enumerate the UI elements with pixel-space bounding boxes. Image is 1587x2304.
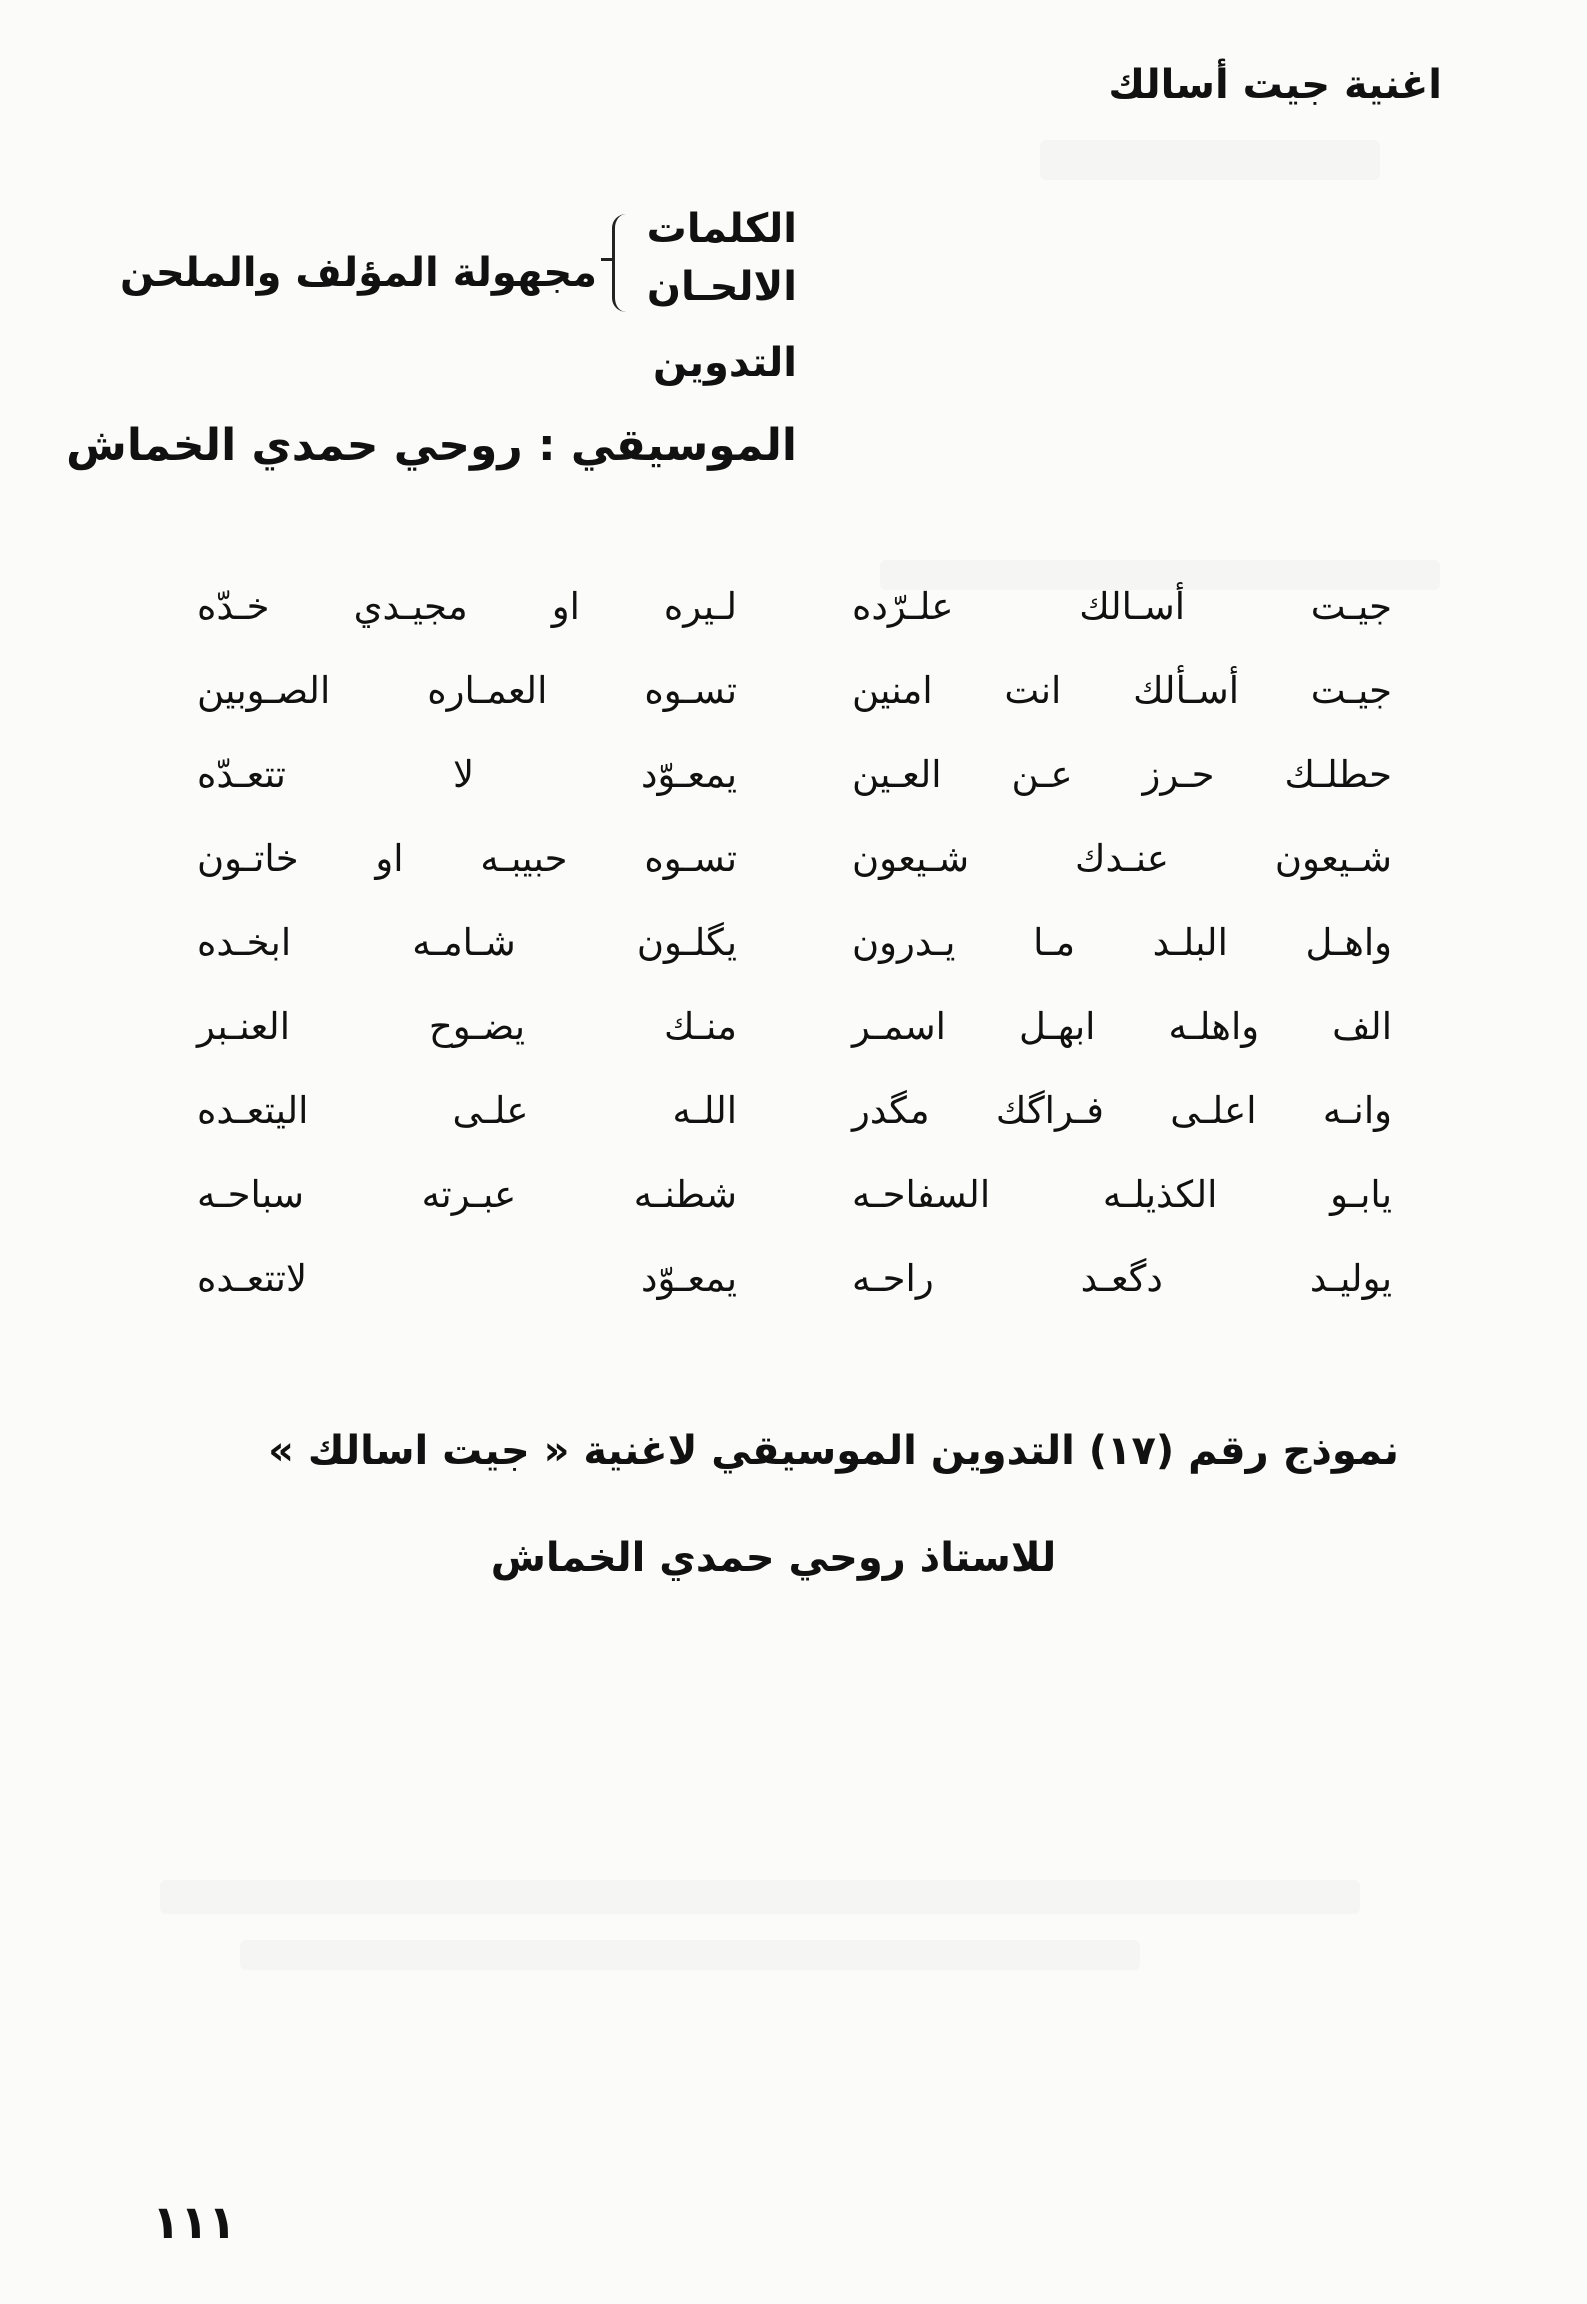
- verse-row: [192, 753, 1392, 837]
- verse-row: [192, 921, 1392, 1005]
- curly-brace: [612, 214, 629, 312]
- author-composer-value: مجهولة المؤلف والملحن: [119, 250, 597, 296]
- running-head: اغنية جيت أسالك: [1108, 62, 1442, 108]
- verse-second-half: يمعـوّد لا تتعـدّه: [197, 753, 737, 796]
- verse-first-half: حطلـك حـرز عـن العـين: [852, 753, 1392, 796]
- credits-block: [66, 200, 797, 500]
- verse-second-half: تسـوه حبيبـه او خاتـون: [197, 837, 737, 880]
- figure-caption-attribution: للاستاذ روحي حمدي الخماش: [490, 1535, 1057, 1581]
- verse-second-half: منـك يضـوح العنـبر: [197, 1005, 737, 1048]
- verse-first-half: جيـت أسـالك علـرّده: [852, 585, 1392, 628]
- credit-labels: [647, 200, 797, 316]
- verse-second-half: اللـه علـى اليتعـده: [197, 1089, 737, 1132]
- notation-label: التدوين: [652, 340, 797, 386]
- verse-first-half: وانـه اعلـى فـراگك مگدر: [852, 1089, 1392, 1132]
- verse-second-half: يمعـوّد لاتتعـده: [197, 1257, 737, 1300]
- verse-first-half: واهـل البلـد مـا يـدرون: [852, 921, 1392, 964]
- verse-second-half: لـيره او مجيـدي خـدّه: [197, 585, 737, 628]
- verse-second-half: يگلـون شـامـه ابخـده: [197, 921, 737, 964]
- lyrics-label: الكلمات: [646, 206, 797, 252]
- figure-caption: نموذج رقم (١٧) التدوين الموسيقي لاغنية « جيت اسالك »: [268, 1428, 1399, 1474]
- verse-second-half: شطنـه عبـرته سباحـه: [197, 1173, 737, 1216]
- verse-row: [192, 837, 1392, 921]
- verse-row: [192, 669, 1392, 753]
- melody-label: الالحـان: [646, 264, 797, 310]
- verse-row: [192, 1005, 1392, 1089]
- show-through-mark: [160, 1880, 1360, 1914]
- show-through-mark: [1040, 140, 1380, 180]
- verse-first-half: جيـت أسـألك انت امنين: [852, 669, 1392, 712]
- musician-credit: الموسيقي : روحي حمدي الخماش: [66, 420, 797, 471]
- verse-first-half: يابـو الكذيلـه السفاحـه: [852, 1173, 1392, 1216]
- verse-row: [192, 585, 1392, 669]
- verse-row: [192, 1257, 1392, 1341]
- verse-row: [192, 1089, 1392, 1173]
- verse-first-half: الف واهلـه ابهـل اسمـر: [852, 1005, 1392, 1048]
- verse-row: [192, 1173, 1392, 1257]
- show-through-mark: [240, 1940, 1140, 1970]
- verse-first-half: شـيعون عنـدك شـيعون: [852, 837, 1392, 880]
- verse-first-half: يوليـد دگعـد راحـه: [852, 1257, 1392, 1300]
- page-number: ١١١: [152, 2195, 237, 2249]
- verse-second-half: تسـوه العمـاره الصـوبين: [197, 669, 737, 712]
- song-verses: [192, 585, 1392, 1341]
